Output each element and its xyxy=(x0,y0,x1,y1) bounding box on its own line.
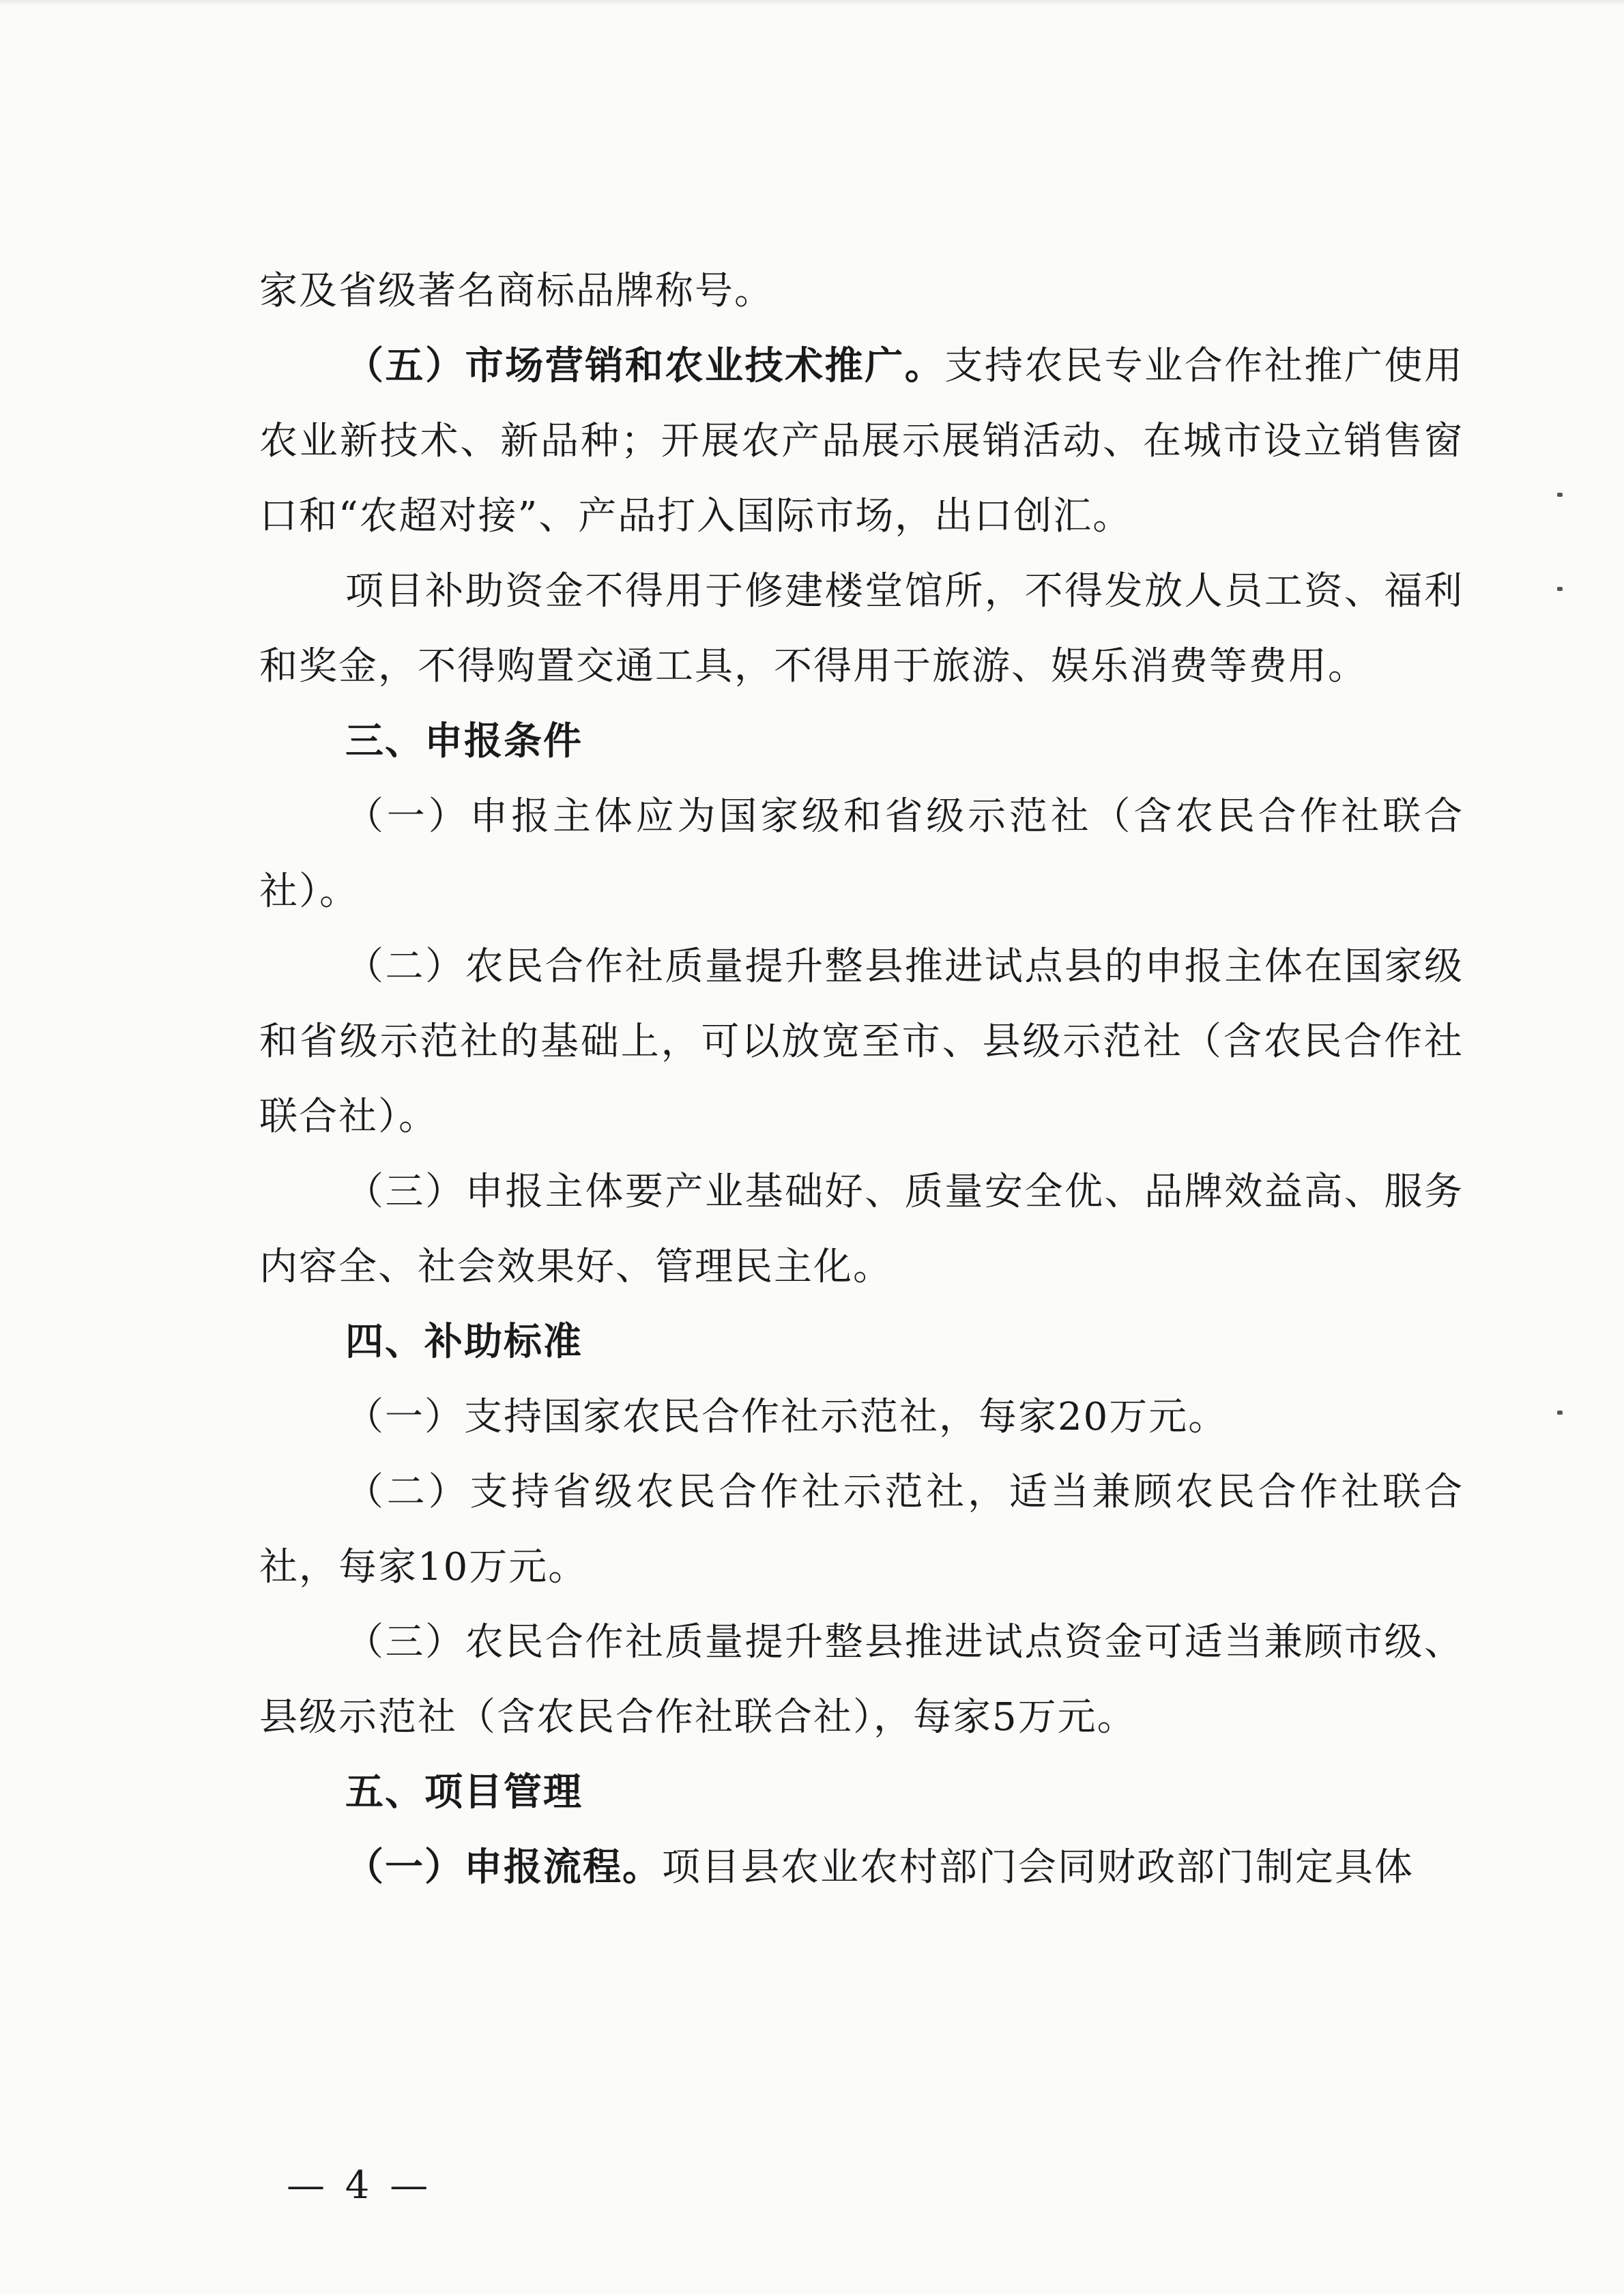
document-body xyxy=(259,254,1464,1905)
paragraph-continuation: 家及省级著名商标品牌称号。 xyxy=(259,269,774,313)
page-number: — 4 — xyxy=(287,2163,433,2208)
paragraph-condition-3: （三）申报主体要产业基础好、质量安全优、品牌效益高、服务内容全、社会效果好、管理民主化。 xyxy=(259,1170,1464,1289)
paragraph-condition-2: （二）农民合作社质量提升整县推进试点县的申报主体在国家级和省级示范社的基础上，可以放宽至市、县级示范社（含农民合作社联合社）。 xyxy=(259,944,1464,1139)
paragraph-standard-1: （一）支持国家农民合作社示范社，每家20万元。 xyxy=(345,1395,1228,1439)
paragraph-marketing: （五）市场营销和农业技术推广。支持农民专业合作社推广使用农业新技术、新品种；开展农产品展示展销活动、在城市设立销售窗口和“农超对接”、产品打入国际市场，出口创汇。 xyxy=(259,344,1464,538)
paragraph-standard-3: （三）农民合作社质量提升整县推进试点资金可适当兼顾市级、县级示范社（含农民合作社联合社），每家5万元。 xyxy=(259,1620,1464,1740)
section-heading-application-conditions: 三、申报条件 xyxy=(345,719,583,764)
paragraph-application-process: （一）申报流程。项目县农业农村部门会同财政部门制定具体 xyxy=(345,1845,1414,1890)
paragraph-standard-2: （二）支持省级农民合作社示范社，适当兼顾农民合作社联合社，每家10万元。 xyxy=(259,1470,1464,1589)
section-heading-project-management: 五、项目管理 xyxy=(345,1770,583,1815)
paragraph-lead: （五）市场营销和农业技术推广。 xyxy=(345,344,945,388)
scan-top-edge xyxy=(0,0,1624,5)
paragraph-condition-1: （一）申报主体应为国家级和省级示范社（含农民合作社联合社）。 xyxy=(259,794,1464,914)
scan-dust-mark xyxy=(1557,1411,1563,1415)
section-heading-subsidy-standards: 四、补助标准 xyxy=(345,1320,583,1364)
scan-dust-mark xyxy=(1557,587,1563,591)
scan-dust-mark xyxy=(1557,493,1563,497)
paragraph-fund-restrictions: 项目补助资金不得用于修建楼堂馆所，不得发放人员工资、福利和奖金，不得购置交通工具，不得用于旅游、娱乐消费等费用。 xyxy=(259,569,1464,689)
paragraph-lead: （一）申报流程。 xyxy=(345,1845,662,1890)
